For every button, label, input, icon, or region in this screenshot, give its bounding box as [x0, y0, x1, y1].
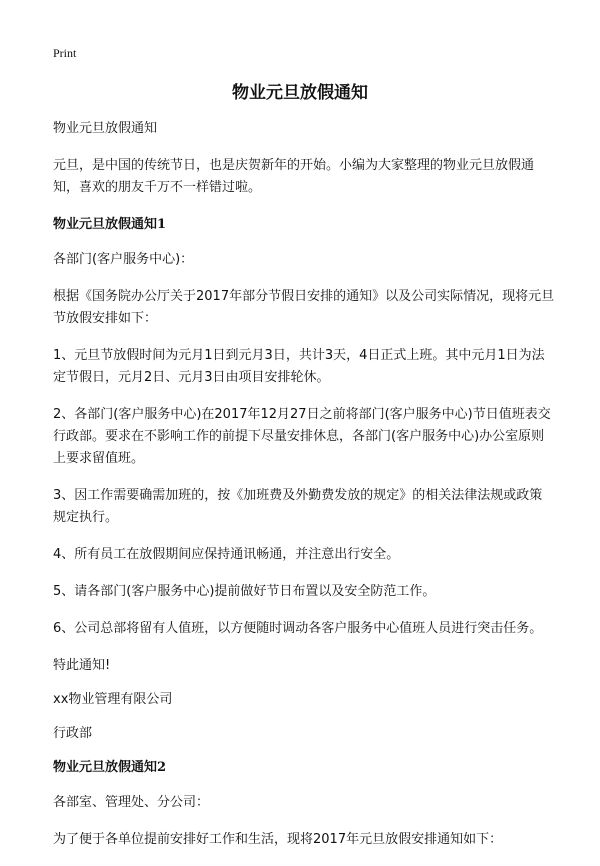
section2-heading: 物业元旦放假通知2 — [53, 760, 167, 775]
section1-item-1: 1、元旦节放假时间为元月1日到元月3日，共计3天，4日正式上班。其中元月1日为法定节假日，元月2日、元月3日由项目安排轮休。 — [53, 348, 545, 385]
page-title: 物业元旦放假通知 — [232, 83, 368, 103]
section1-lead: 根据《国务院办公厅关于2017年部分节假日安排的通知》以及公司实际情况，现将元旦节放假安排如下： — [53, 289, 555, 326]
section1-closing: 特此通知! — [53, 658, 111, 673]
section1-heading: 物业元旦放假通知1 — [53, 217, 167, 232]
section1-item-3: 3、因工作需要确需加班的，按《加班费及外勤费发放的规定》的相关法律法规或政策规定执行。 — [53, 488, 543, 525]
section1-item-4: 4、所有员工在放假期间应保持通讯畅通，并注意出行安全。 — [53, 547, 400, 562]
document-body — [53, 118, 555, 866]
subtitle: 物业元旦放假通知 — [53, 121, 158, 136]
section1-company: xx物业管理有限公司 — [53, 692, 173, 707]
print-link[interactable]: Print — [53, 46, 77, 60]
section1-addressee: 各部门(客户服务中心)： — [53, 252, 194, 267]
section2-lead: 为了便于各单位提前安排好工作和生活，现将2017年元旦放假安排通知如下： — [53, 832, 503, 847]
section2-addressee: 各部室、管理处、分公司： — [53, 795, 210, 810]
intro-paragraph: 元旦，是中国的传统节日，也是庆贺新年的开始。小编为大家整理的物业元旦放假通知，喜欢的朋友千万不一样错过啦。 — [53, 158, 535, 195]
section1-item-2: 2、各部门(客户服务中心)在2017年12月27日之前将部门(客户服务中心)节日值班表交行政部。要求在不影响工作的前提下尽量安排休息，各部门(客户服务中心)办公室原则上要求留值班。 — [53, 407, 551, 466]
section1-item-6: 6、公司总部将留有人值班，以方便随时调动各客户服务中心值班人员进行突击任务。 — [53, 621, 543, 636]
section1-item-5: 5、请各部门(客户服务中心)提前做好节日布置以及安全防范工作。 — [53, 584, 436, 599]
section1-department: 行政部 — [53, 726, 93, 741]
